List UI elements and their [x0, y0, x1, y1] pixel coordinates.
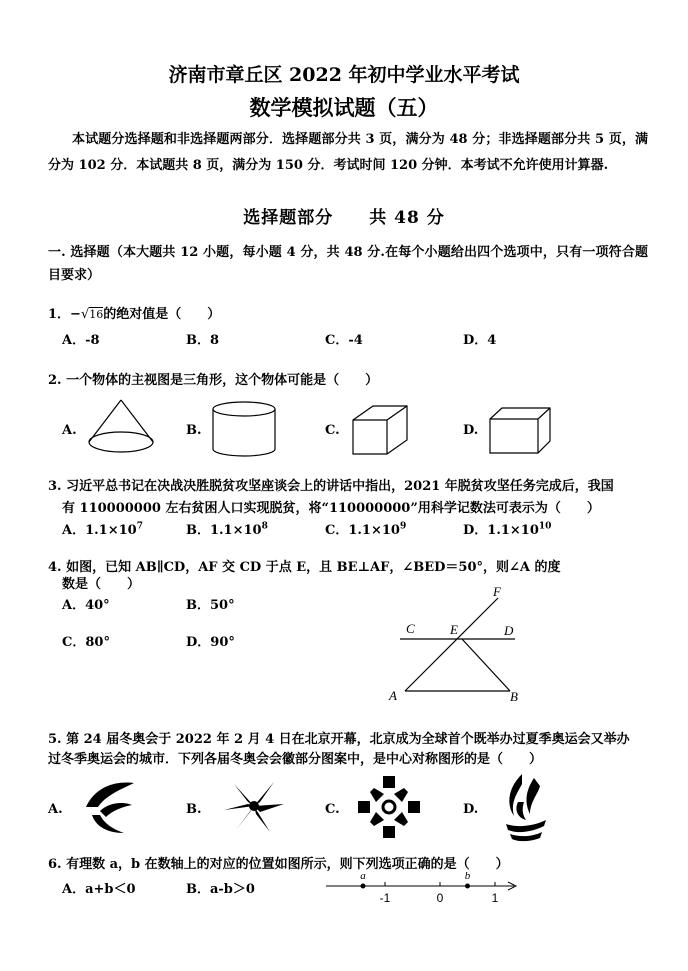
cuboid-icon: [486, 405, 554, 457]
q6-option-a[interactable]: A．a+b＜0: [62, 882, 136, 897]
label-e: E: [450, 622, 458, 637]
q3-option-d-base: D．1.1×10: [463, 523, 539, 538]
point-b: [465, 884, 470, 889]
line-be: [462, 639, 510, 691]
q4-geometry-figure: [380, 583, 530, 705]
q2-option-a[interactable]: A.: [62, 423, 77, 438]
triangular-prism-icon: [349, 402, 411, 458]
number-line: [322, 868, 522, 908]
part1-instructions: 一. 选择题（本大题共 12 小题，每小题 4 分，共 48 分.在每个小题给出四个选项中，只有一项符合题目要求）: [48, 245, 648, 283]
axis-tick-label: -1: [379, 891, 391, 905]
q3-option-a-exp: 7: [136, 521, 143, 532]
q4-option-d[interactable]: D．90°: [186, 635, 235, 650]
emblem-c-icon: [356, 774, 422, 840]
q3-option-b-exp: 8: [261, 521, 268, 532]
exam-instructions: 本试题分选择题和非选择题两部分．选择题部分共 3 页，满分为 48 分；非选择题部分共 5 页，满分为 102 分．本试题共 8 页，满分为 150 分．考试时间 120 分钟．本考试不允许使用计算器.: [48, 132, 648, 173]
label-a: A: [389, 688, 397, 703]
line-af: [405, 598, 498, 691]
question-4-line2: 数是（ ）: [62, 577, 141, 592]
exam-subtitle: 数学模拟试题（五）: [249, 95, 439, 120]
q1-minus: −: [70, 307, 81, 322]
question-4-line1: 4. 如图，已知 AB∥CD，AF 交 CD 于点 E，且 BE⊥AF，∠BED＝50°，则∠A 的度: [48, 560, 561, 575]
axis-tick-label: 0: [436, 891, 444, 905]
q1-option-a[interactable]: A．-8: [62, 333, 100, 348]
q1-text: 的绝对值是（ ）: [103, 307, 221, 322]
question-5-line1: 5. 第 24 届冬奥会于 2022 年 2 月 4 日在北京开幕，北京成为全球首个既举办过夏季奥运会又举办: [48, 732, 630, 747]
question-2: 2. 一个物体的主视图是三角形，这个物体可能是（ ）: [48, 373, 379, 388]
question-3-line2: 有 110000000 左右贫困人口实现脱贫，将“110000000”用科学记数法可表示为（ ）: [62, 501, 600, 516]
q1-option-b[interactable]: B．8: [186, 333, 220, 348]
q3-option-c-base: C．1.1×10: [325, 523, 400, 538]
q3-option-a-base: A．1.1×10: [62, 523, 137, 538]
question-6: 6. 有理数 a，b 在数轴上的对应的位置如图所示，则下列选项正确的是（ ）: [48, 857, 509, 872]
label-c: C: [406, 621, 415, 636]
question-3-line1: [48, 475, 614, 494]
q4-option-a[interactable]: A．40°: [62, 598, 110, 613]
q5-option-d[interactable]: D.: [463, 802, 479, 817]
axis-tick-label: 1: [491, 891, 499, 905]
q2-option-d[interactable]: D.: [463, 423, 479, 438]
q3-option-d-exp: 10: [538, 521, 552, 532]
label-a: a: [360, 870, 366, 882]
sqrt-symbol: √: [80, 307, 90, 322]
q6-option-b[interactable]: B．a-b＞0: [186, 882, 255, 897]
q5-option-c[interactable]: C.: [325, 802, 340, 817]
emblem-d-icon: [500, 772, 550, 842]
question-5-line2: 过冬季奥运会的城市．下列各届冬奥会会徽部分图案中，是中心对称图形的是（ ）: [48, 752, 543, 767]
q2-option-b[interactable]: B.: [186, 423, 202, 438]
label-f: F: [493, 584, 501, 599]
exam-title: 济南市章丘区 2022 年初中学业水平考试: [168, 64, 520, 86]
q5-option-a[interactable]: A.: [48, 802, 63, 817]
label-b: b: [464, 870, 471, 882]
q3-option-c-exp: 9: [399, 521, 407, 532]
q1-option-d[interactable]: D．4: [463, 333, 497, 348]
q3-text-line1: 习近平总书记在决战决胜脱贫攻坚座谈会上的讲话中指出，2021 年脱贫攻坚任务完成后，我国: [61, 479, 614, 494]
q3-option-a[interactable]: [62, 519, 143, 538]
point-a: [361, 884, 366, 889]
label-d: D: [504, 623, 514, 638]
q3-option-c[interactable]: [325, 519, 406, 538]
q1-option-c[interactable]: C．-4: [325, 333, 363, 348]
q3-option-b[interactable]: [186, 519, 268, 538]
emblem-b-icon: [220, 774, 288, 840]
section-title: 选择题部分 共 48 分: [243, 208, 445, 228]
cone-icon: [86, 397, 156, 457]
q4-option-c[interactable]: C．80°: [62, 635, 110, 650]
q3-option-b-base: B．1.1×10: [186, 523, 262, 538]
emblem-a-icon: [78, 777, 140, 839]
q1-radicand: 16: [89, 308, 104, 321]
q3-option-d[interactable]: [463, 519, 551, 538]
q4-option-b[interactable]: B．50°: [186, 598, 235, 613]
q5-option-b[interactable]: B.: [186, 802, 202, 817]
q2-option-c[interactable]: C.: [325, 423, 340, 438]
q3-number: 3.: [48, 479, 62, 494]
label-b: B: [510, 689, 518, 704]
question-1: [48, 303, 220, 322]
q1-number: 1．: [48, 307, 71, 322]
cylinder-icon: [210, 400, 278, 458]
